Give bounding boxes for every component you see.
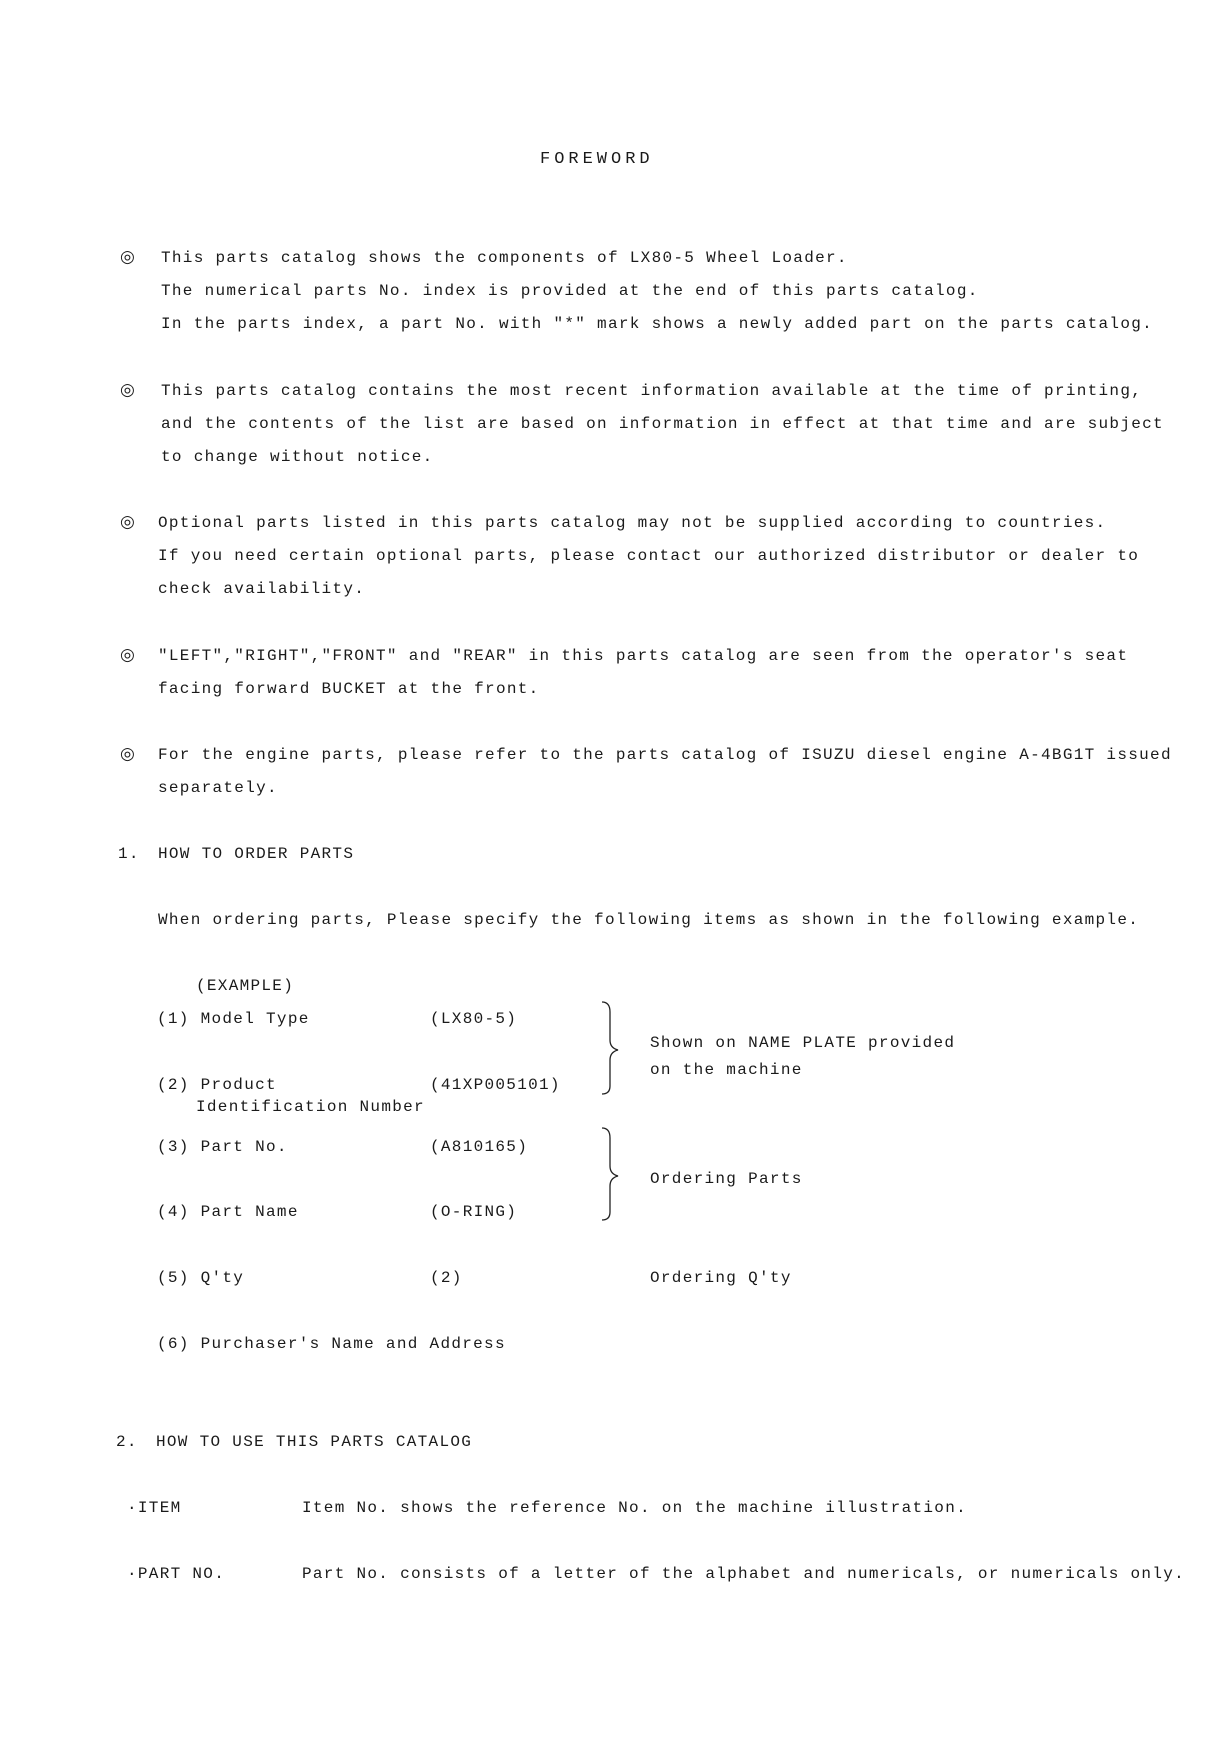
- section-intro: When ordering parts, Please specify the following items as shown in the following example.: [158, 911, 1140, 929]
- example-item-label: (4) Part Name: [157, 1203, 299, 1221]
- example-item-label: (5) Q'ty: [157, 1269, 245, 1287]
- example-item-value: (LX80-5): [430, 1010, 518, 1028]
- note-line: and the contents of the list are based on information in effect at that time and are subject: [161, 415, 1164, 433]
- page-title: FOREWORD: [540, 150, 654, 169]
- example-item-value: (41XP005101): [430, 1076, 561, 1094]
- note-line: check availability.: [158, 580, 366, 598]
- section-number: 2.: [116, 1433, 138, 1451]
- brace-nameplate: [598, 1000, 624, 1096]
- note-line: separately.: [158, 779, 278, 797]
- example-item-label: (6) Purchaser's Name and Address: [157, 1335, 506, 1353]
- definition-term: ·PART NO.: [127, 1565, 226, 1583]
- note-nameplate: Shown on NAME PLATE provided: [650, 1034, 956, 1052]
- note-line: Optional parts listed in this parts catalog may not be supplied according to countries.: [158, 514, 1107, 532]
- example-item-value: (O-RING): [430, 1203, 518, 1221]
- note-line: The numerical parts No. index is provided at the end of this parts catalog.: [161, 282, 979, 300]
- example-item-label: (1) Model Type: [157, 1010, 310, 1028]
- example-item-value: (2): [430, 1269, 463, 1287]
- note-line: This parts catalog shows the components of LX80-5 Wheel Loader.: [161, 249, 848, 267]
- brace-ordering-parts: [598, 1126, 624, 1222]
- note-line: For the engine parts, please refer to the parts catalog of ISUZU diesel engine A-4BG1T issued: [158, 746, 1172, 764]
- definition-term: ·ITEM: [127, 1499, 182, 1517]
- definition-desc: Part No. consists of a letter of the alphabet and numericals, or numericals only.: [302, 1565, 1186, 1583]
- note-line: This parts catalog contains the most recent information available at the time of printing,: [161, 382, 1143, 400]
- section-heading: HOW TO ORDER PARTS: [158, 845, 355, 863]
- definition-desc: Item No. shows the reference No. on the machine illustration.: [302, 1499, 967, 1517]
- example-item-label-continued: Identification Number: [196, 1098, 425, 1116]
- bullet-mark: ◎: [120, 380, 135, 400]
- example-label: (EXAMPLE): [196, 977, 295, 995]
- note-nameplate: on the machine: [650, 1061, 803, 1079]
- note-line: facing forward BUCKET at the front.: [158, 680, 540, 698]
- note-line: to change without notice.: [161, 448, 434, 466]
- note-line: "LEFT","RIGHT","FRONT" and "REAR" in this parts catalog are seen from the operator's seat: [158, 647, 1129, 665]
- note-line: In the parts index, a part No. with "*" mark shows a newly added part on the parts catalog.: [161, 315, 1154, 333]
- example-item-label: (2) Product: [157, 1076, 277, 1094]
- example-item-value: (A810165): [430, 1138, 529, 1156]
- note-line: If you need certain optional parts, please contact our authorized distributor or dealer to: [158, 547, 1140, 565]
- bullet-mark: ◎: [120, 645, 135, 665]
- section-heading: HOW TO USE THIS PARTS CATALOG: [156, 1433, 473, 1451]
- bullet-mark: ◎: [120, 512, 135, 532]
- note-ordering-qty: Ordering Q'ty: [650, 1269, 792, 1287]
- bullet-mark: ◎: [120, 247, 135, 267]
- bullet-mark: ◎: [120, 744, 135, 764]
- note-ordering-parts: Ordering Parts: [650, 1170, 803, 1188]
- example-item-label: (3) Part No.: [157, 1138, 288, 1156]
- section-number: 1.: [118, 845, 140, 863]
